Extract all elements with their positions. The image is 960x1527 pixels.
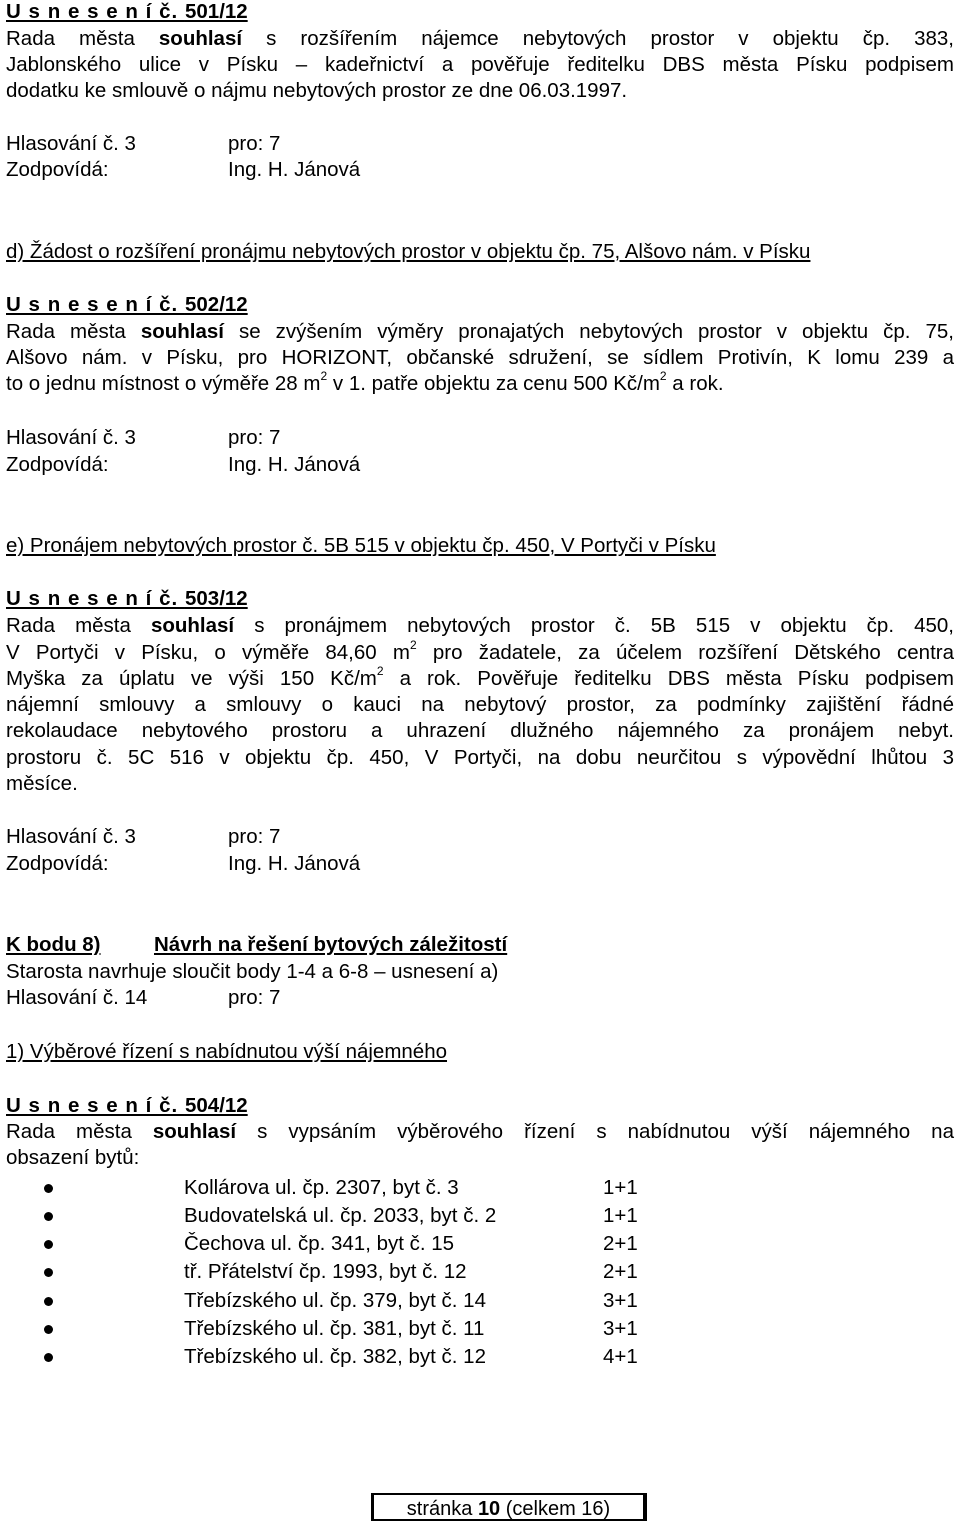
resolution-502-responsible — [6, 453, 954, 477]
resolution-502-heading — [6, 293, 954, 317]
approves-keyword: souhlasí — [158, 27, 243, 50]
text-segment: Myška za úplatu ve výši 150 Kč/m — [6, 667, 377, 690]
resolution-503-line-5: rekolaudace nebytového prostoru a uhrazení dlužného nájemného za pronájem nebyt. — [6, 719, 954, 742]
bullet-icon — [44, 1212, 53, 1221]
resolution-number: 504/12 — [184, 1094, 248, 1117]
vote-label: Hlasování č. 3 — [6, 132, 136, 155]
resolution-503-heading — [6, 587, 954, 611]
flat-list-item — [6, 1204, 666, 1228]
text-segment: v 1. patře objektu za cenu 500 Kč/m — [327, 372, 660, 395]
item-e-heading: e) Pronájem nebytových prostor č. 5B 515 v objektu čp. 450, V Portyči v Písku — [6, 534, 716, 557]
resolution-503-line-4: nájemní smlouvy a smlouvy o kauci na nebytový prostor, za podmínky zajištění řádné — [6, 693, 954, 716]
item-1-heading: 1) Výběrové řízení s nabídnutou výší nájemného — [6, 1040, 448, 1063]
resolution-503-line-3 — [6, 664, 954, 691]
approves-keyword: souhlasí — [140, 320, 225, 343]
flat-type: 2+1 — [603, 1260, 638, 1283]
vote-label: Hlasování č. 14 — [6, 986, 148, 1009]
agenda-item-title: Návrh na řešení bytových záležitostí — [154, 933, 508, 956]
text-segment: Rada města — [6, 320, 141, 343]
vote-value: pro: 7 — [228, 426, 281, 449]
resolution-501-responsible — [6, 158, 954, 182]
vote-value: pro: 7 — [228, 986, 281, 1009]
agenda-item-8-vote — [6, 986, 954, 1010]
resolution-503-vote — [6, 825, 954, 849]
superscript: 2 — [659, 369, 667, 384]
resolution-502-vote — [6, 426, 954, 450]
resolution-number: 501/12 — [184, 0, 248, 23]
resolution-501-line-1 — [6, 27, 954, 51]
resolution-503-line-7: měsíce. — [6, 772, 78, 795]
agenda-item-8-heading — [6, 933, 954, 957]
resolution-503-line-2 — [6, 638, 954, 665]
flat-address: Třebízského ul. čp. 381, byt č. 11 — [184, 1317, 485, 1340]
footer-text: stránka — [406, 1498, 478, 1520]
superscript: 2 — [376, 664, 384, 679]
bullet-icon — [44, 1325, 53, 1334]
text-segment: a rok. Pověřuje ředitelku DBS města Písku podpisem — [383, 667, 954, 690]
responsible-value: Ing. H. Jánová — [228, 453, 361, 476]
bullet-icon — [44, 1240, 53, 1249]
text-segment: a rok. — [666, 372, 724, 395]
resolution-504-line-1 — [6, 1120, 954, 1144]
footer-text: (celkem 16) — [500, 1498, 611, 1520]
vote-value: pro: 7 — [228, 825, 281, 848]
flat-type: 4+1 — [603, 1345, 638, 1368]
flat-address: tř. Přátelství čp. 1993, byt č. 12 — [184, 1260, 467, 1283]
bullet-icon — [44, 1184, 53, 1193]
resolution-heading-prefix: U s n e s e n í č. — [6, 0, 185, 23]
vote-value: pro: 7 — [228, 132, 281, 155]
vote-label: Hlasování č. 3 — [6, 825, 136, 848]
flat-type: 1+1 — [603, 1176, 638, 1199]
resolution-503-line-6: prostoru č. 5C 516 v objektu čp. 450, V Portyči, na dobu neurčitou s výpovědní lhůtou 3 — [6, 746, 954, 769]
resolution-heading-prefix: U s n e s e n í č. — [6, 587, 185, 610]
text-segment: s pronájmem nebytových prostor č. 5B 515 v objektu čp. 450, — [234, 614, 954, 637]
text-segment: V Portyči v Písku, o výměře 84,60 m — [6, 641, 410, 664]
flat-type: 3+1 — [603, 1289, 638, 1312]
resolution-502-line-3 — [6, 369, 954, 396]
superscript: 2 — [409, 638, 417, 653]
flat-type: 2+1 — [603, 1232, 638, 1255]
page-number-box — [371, 1493, 647, 1521]
resolution-501-line-2: Jablonského ulice v Písku – kadeřnictví a pověřuje ředitelku DBS města Písku podpisem — [6, 53, 954, 76]
responsible-value: Ing. H. Jánová — [228, 158, 361, 181]
resolution-504-heading — [6, 1094, 954, 1118]
flat-list-item — [6, 1317, 666, 1341]
text-segment: s vypsáním výběrového řízení s nabídnutou výší nájemného na — [236, 1120, 954, 1143]
text-segment: Rada města — [6, 614, 151, 637]
text-segment: s rozšířením nájemce nebytových prostor v objektu čp. 383, — [242, 27, 954, 50]
flat-list-item — [6, 1289, 666, 1313]
bullet-icon — [44, 1353, 53, 1362]
flat-list-item — [6, 1260, 666, 1284]
approves-keyword: souhlasí — [152, 1120, 237, 1143]
flat-address: Třebízského ul. čp. 382, byt č. 12 — [184, 1345, 486, 1368]
superscript: 2 — [320, 369, 328, 384]
text-segment: to o jednu místnost o výměře 28 m — [6, 372, 321, 395]
resolution-number: 502/12 — [184, 293, 248, 316]
responsible-label: Zodpovídá: — [6, 158, 109, 181]
item-d-heading: d) Žádost o rozšíření pronájmu nebytových prostor v objektu čp. 75, Alšovo nám. v Písku — [6, 240, 811, 263]
text-segment: pro žadatele, za účelem rozšíření Dětského centra — [416, 641, 954, 664]
resolution-504-line-2: obsazení bytů: — [6, 1146, 140, 1169]
approves-keyword: souhlasí — [150, 614, 235, 637]
resolution-502-line-2: Alšovo nám. v Písku, pro HORIZONT, občanské sdružení, se sídlem Protivín, K lomu 239 a — [6, 346, 954, 369]
responsible-label: Zodpovídá: — [6, 453, 109, 476]
agenda-item-8-proposal: Starosta navrhuje sloučit body 1-4 a 6-8 – usnesení a) — [6, 960, 499, 983]
responsible-label: Zodpovídá: — [6, 852, 109, 875]
resolution-501-vote — [6, 132, 954, 156]
text-segment: Rada města — [6, 1120, 153, 1143]
text-segment: Rada města — [6, 27, 159, 50]
resolution-501-line-3: dodatku ke smlouvě o nájmu nebytových prostor ze dne 06.03.1997. — [6, 79, 628, 102]
resolution-501-heading — [6, 0, 954, 24]
resolution-502-line-1 — [6, 320, 954, 344]
agenda-item-label: K bodu 8) — [6, 933, 101, 956]
text-segment: se zvýšením výměry pronajatých nebytových prostor v objektu čp. 75, — [224, 320, 954, 343]
flat-address: Kollárova ul. čp. 2307, byt č. 3 — [184, 1176, 459, 1199]
resolution-number: 503/12 — [184, 587, 248, 610]
current-page-number: 10 — [477, 1498, 501, 1520]
vote-label: Hlasování č. 3 — [6, 426, 136, 449]
flat-list-item — [6, 1345, 666, 1369]
responsible-value: Ing. H. Jánová — [228, 852, 361, 875]
flat-address: Třebízského ul. čp. 379, byt č. 14 — [184, 1289, 486, 1312]
flat-list-item — [6, 1176, 666, 1200]
bullet-icon — [44, 1297, 53, 1306]
resolution-heading-prefix: U s n e s e n í č. — [6, 1094, 185, 1117]
flat-address: Budovatelská ul. čp. 2033, byt č. 2 — [184, 1204, 497, 1227]
resolution-503-line-1 — [6, 614, 954, 638]
flat-type: 3+1 — [603, 1317, 638, 1340]
resolution-heading-prefix: U s n e s e n í č. — [6, 293, 185, 316]
flat-type: 1+1 — [603, 1204, 638, 1227]
flat-address: Čechova ul. čp. 341, byt č. 15 — [184, 1232, 455, 1255]
flat-list-item — [6, 1232, 666, 1256]
resolution-503-responsible — [6, 852, 954, 876]
bullet-icon — [44, 1268, 53, 1277]
